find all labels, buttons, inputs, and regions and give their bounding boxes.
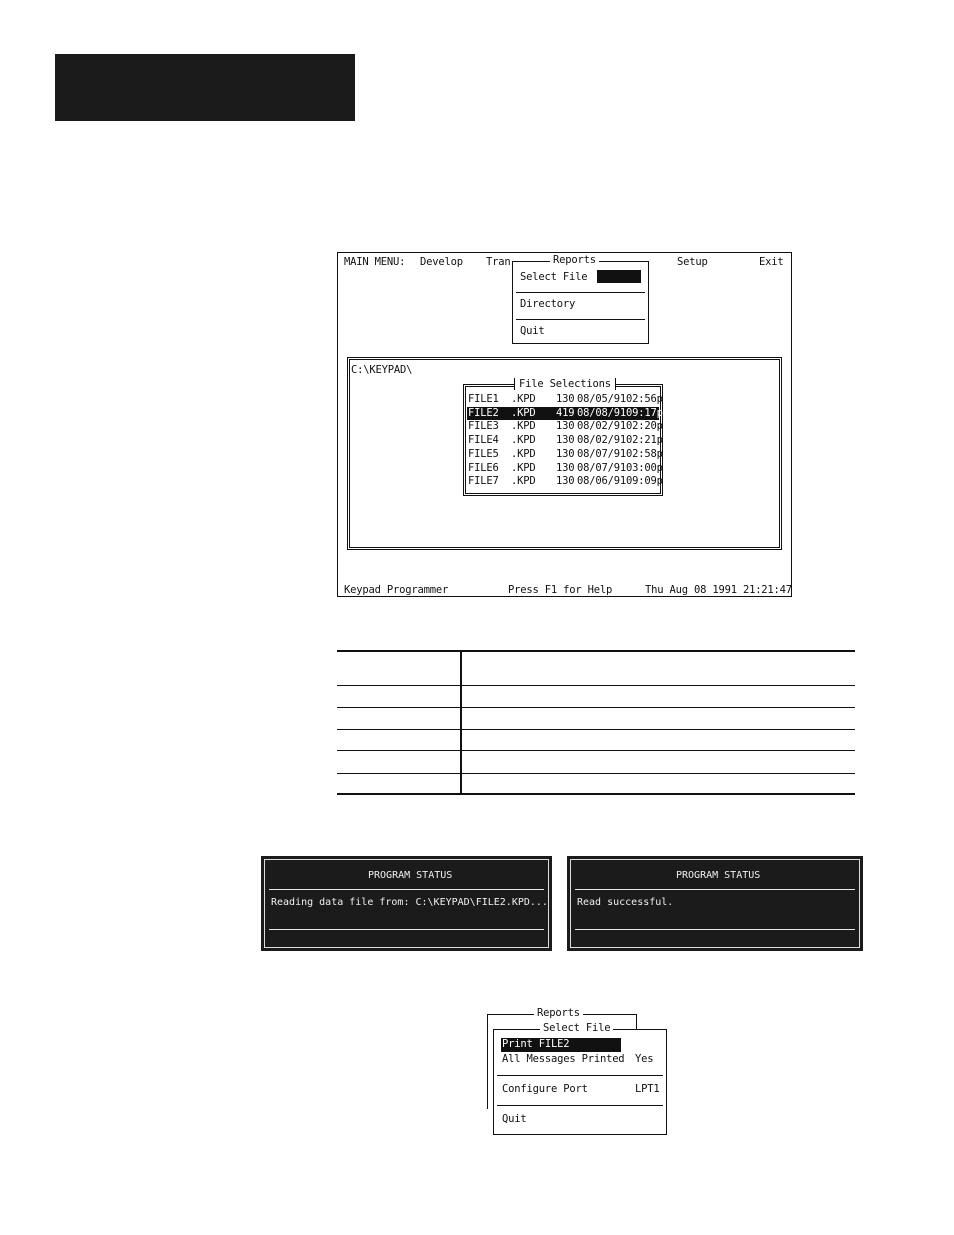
file-name: FILE6 — [468, 461, 499, 474]
file-time: 02:56p — [626, 393, 663, 405]
file-row[interactable] — [467, 475, 663, 488]
program-status-reading — [261, 856, 552, 951]
status-help-hint: Press F1 for Help — [508, 584, 613, 596]
menu-separator — [516, 319, 645, 320]
file-name: FILE4 — [468, 434, 499, 447]
select-file-title: Select File — [540, 1022, 613, 1034]
menu-setup[interactable]: Setup — [677, 256, 708, 268]
file-date: 08/05/91 — [577, 393, 626, 405]
status-message: Read successful. — [577, 897, 674, 908]
main-menu-label: MAIN MENU: — [344, 256, 406, 268]
file-row[interactable] — [467, 393, 663, 406]
menu-item-configure-port[interactable]: Configure Port — [502, 1083, 588, 1095]
status-rule — [269, 929, 544, 930]
file-row[interactable] — [467, 406, 663, 420]
table-rule — [337, 685, 855, 686]
configure-port-value: LPT1 — [635, 1083, 660, 1095]
file-ext: .KPD — [511, 406, 536, 419]
file-name: FILE2 — [468, 406, 499, 419]
menu-item-directory[interactable]: Directory — [520, 298, 576, 310]
table-column-divider — [460, 651, 462, 685]
file-name: FILE7 — [468, 475, 499, 488]
status-title: PROGRAM STATUS — [676, 870, 761, 881]
file-ext: .KPD — [511, 475, 536, 488]
file-date: 08/07/91 — [577, 447, 626, 460]
file-date: 08/06/91 — [577, 475, 626, 488]
directory-panel — [347, 357, 782, 550]
menu-exit[interactable]: Exit — [759, 256, 784, 268]
file-size: 130 — [556, 393, 575, 405]
table-column-divider — [460, 686, 462, 794]
program-status-success — [567, 856, 863, 951]
file-ext: .KPD — [511, 461, 536, 474]
menu-transfer[interactable]: Tran — [486, 256, 511, 268]
select-file-dropdown — [493, 1022, 667, 1135]
file-size: 130 — [556, 461, 575, 474]
table-rule — [337, 707, 855, 708]
file-time: 09:17p — [626, 406, 663, 419]
file-time: 02:58p — [626, 447, 663, 460]
file-time: 03:00p — [626, 461, 663, 474]
menu-item-print-file[interactable]: Print FILE2 — [502, 1038, 570, 1050]
directory-path: C:\KEYPAD\ — [351, 364, 413, 376]
file-ext: .KPD — [511, 434, 536, 447]
chapter-header-block — [55, 54, 355, 121]
menu-separator — [516, 292, 645, 293]
file-name: FILE3 — [468, 420, 499, 433]
file-date: 08/02/91 — [577, 420, 626, 433]
file-size: 130 — [556, 475, 575, 488]
file-date: 08/07/91 — [577, 461, 626, 474]
file-size: 419 — [556, 406, 575, 419]
file-row[interactable] — [467, 447, 663, 461]
reports-menu-title[interactable]: Reports — [534, 1007, 583, 1019]
menu-separator — [497, 1075, 663, 1076]
file-date: 08/02/91 — [577, 434, 626, 447]
file-selections-list — [463, 378, 663, 496]
table-rule — [337, 650, 855, 652]
file-ext: .KPD — [511, 420, 536, 433]
reports-menu-title[interactable]: Reports — [550, 254, 599, 266]
table-rule — [337, 729, 855, 730]
menu-develop[interactable]: Develop — [420, 256, 463, 268]
menu-item-quit[interactable]: Quit — [502, 1113, 527, 1125]
menu-separator — [497, 1105, 663, 1106]
file-size: 130 — [556, 447, 575, 460]
table-rule — [337, 793, 855, 795]
status-datetime: Thu Aug 08 1991 21:21:47 — [645, 584, 792, 596]
status-rule — [269, 889, 544, 890]
table-rule — [337, 750, 855, 751]
file-date: 08/08/91 — [577, 406, 626, 419]
menu-item-select-file[interactable]: Select File — [520, 271, 588, 283]
keypad-programmer-screen — [337, 252, 792, 597]
status-title: PROGRAM STATUS — [368, 870, 453, 881]
empty-reference-table — [337, 650, 855, 795]
file-time: 02:20p — [626, 420, 663, 433]
status-app-name: Keypad Programmer — [344, 584, 449, 596]
reports-dropdown — [512, 254, 649, 344]
status-rule — [575, 929, 855, 930]
menu-item-quit[interactable]: Quit — [520, 325, 545, 337]
file-time: 02:21p — [626, 434, 663, 447]
file-ext: .KPD — [511, 447, 536, 460]
file-time: 09:09p — [626, 475, 663, 488]
status-message: Reading data file from: C:\KEYPAD\FILE2.KPD... — [271, 897, 548, 908]
menu-item-all-messages[interactable]: All Messages Printed — [502, 1053, 625, 1065]
all-messages-value: Yes — [635, 1053, 654, 1065]
table-rule — [337, 773, 855, 774]
file-row[interactable] — [467, 461, 663, 475]
file-row[interactable] — [467, 434, 663, 447]
file-selections-title: File Selections — [514, 378, 616, 390]
file-ext: .KPD — [511, 393, 536, 405]
select-file-cursor — [597, 270, 641, 283]
status-rule — [575, 889, 855, 890]
file-name: FILE1 — [468, 393, 499, 405]
file-size: 130 — [556, 420, 575, 433]
file-name: FILE5 — [468, 447, 499, 460]
file-row[interactable] — [467, 420, 663, 433]
file-size: 130 — [556, 434, 575, 447]
